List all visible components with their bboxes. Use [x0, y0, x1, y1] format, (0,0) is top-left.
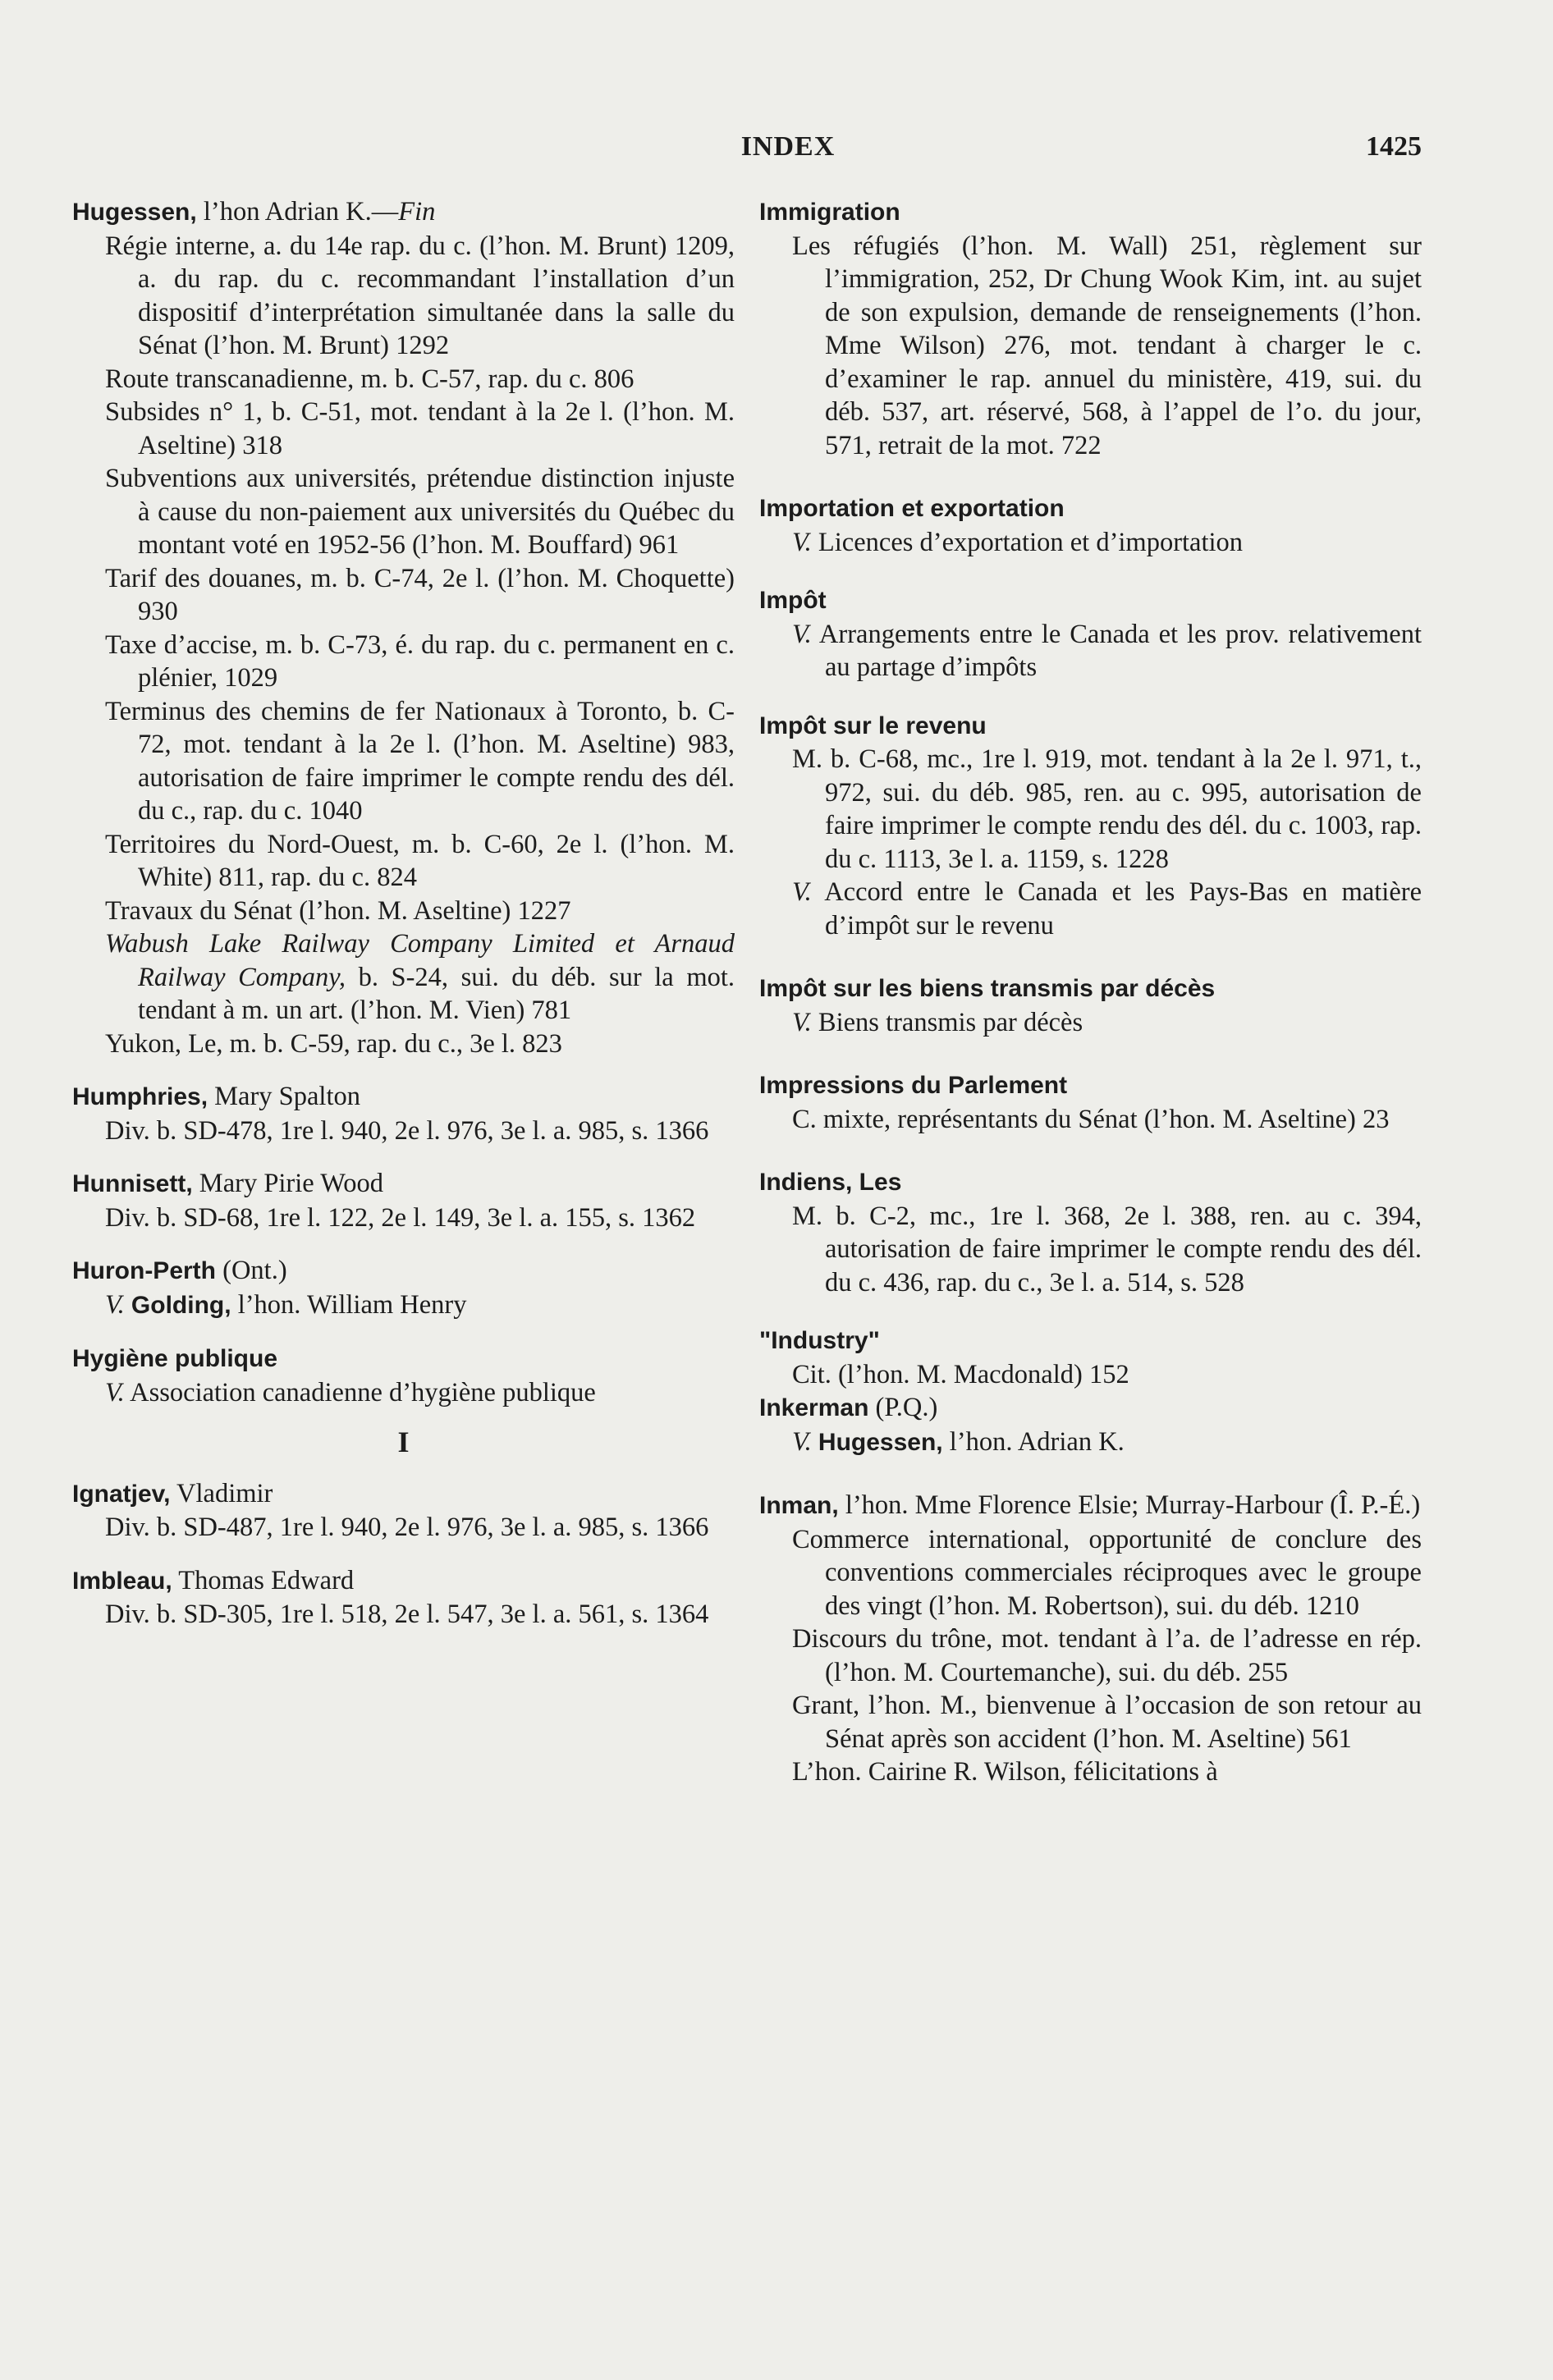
subentry: [72, 828, 735, 895]
entry-heading-rest: Mary Spalton: [208, 1082, 360, 1111]
entry-heading: [759, 584, 1422, 618]
subentry: [72, 695, 735, 828]
index-entry: [72, 1080, 735, 1147]
subentry-text: Commerce international, opportunité de conclure des conventions commerciales réciproques avec le groupe des vingt (l’hon. M. Robertson), sui. du déb. 1210: [792, 1524, 1422, 1621]
subentry-text: Licences d’exportation et d’importation: [811, 527, 1244, 557]
entry-heading-name: Impôt sur le revenu: [759, 712, 987, 739]
entry-heading: [72, 195, 735, 230]
subentry-text: Les réfugiés (l’hon. M. Wall) 251, règlement sur l’immigration, 252, Dr Chung Wook Kim, int. au sujet de son expulsion, demande de renseignements (l’hon. Mme Wilson) 276, mot. tendant à charger le c. d’examiner le rap. annuel du ministère, 419, sui. du déb. 537, art. réservé, 568, à l’appel de l’o. du jour, 571, retrait de la mot. 722: [792, 231, 1422, 460]
subentry-text: L’hon. Cairine R. Wilson, félicitations à: [792, 1757, 1218, 1787]
subentry: [759, 1523, 1422, 1623]
subentry-italic: V.: [105, 1377, 125, 1407]
entry-heading: [72, 1080, 735, 1114]
subentry-text: Taxe d’accise, m. b. C-73, é. du rap. du c. permanent en c. plénier, 1029: [105, 629, 735, 693]
subentry-text: Cit. (l’hon. M. Macdonald) 152: [792, 1359, 1129, 1389]
subentry-crossref-name: Hugessen,: [818, 1428, 943, 1456]
entry-heading: [759, 1391, 1422, 1426]
subentry-text: M. b. C-2, mc., 1re l. 368, 2e l. 388, ren. au c. 394, autorisation de faire imprimer le compte rendu des dél. du c. 436, rap. du c., 3e l. a. 514, s. 528: [792, 1201, 1422, 1298]
subentry-text: Div. b. SD-478, 1re l. 940, 2e l. 976, 3e l. a. 985, s. 1366: [105, 1115, 709, 1146]
entry-heading-name: Inkerman: [759, 1394, 869, 1421]
entry-heading: [759, 1324, 1422, 1358]
index-entry: [759, 972, 1422, 1039]
running-header: INDEX: [740, 131, 836, 162]
subentry-italic: V.: [105, 1289, 125, 1320]
subentry: [759, 618, 1422, 684]
subentry: [72, 1511, 735, 1545]
subentry-text: Association canadienne d’hygiène publique: [124, 1377, 596, 1407]
entry-heading: [759, 492, 1422, 526]
subentry: [759, 526, 1422, 560]
index-entry: [759, 1489, 1422, 1789]
subentry-text: Grant, l’hon. M., bienvenue à l’occasion de son retour au Sénat après son accident (l’hon. M. Aseltine) 561: [792, 1691, 1422, 1754]
index-entry: [72, 1342, 735, 1409]
entry-heading: [72, 1564, 735, 1599]
subentry: [759, 1755, 1422, 1789]
entry-heading-name: Imbleau,: [72, 1567, 172, 1595]
subentry-italic: V.: [792, 1426, 812, 1457]
subentry-text: Discours du trône, mot. tendant à l’a. de l’adresse en rép. (l’hon. M. Courtemanche), sui. du déb. 255: [792, 1624, 1422, 1687]
subentry-text: b. S-24, sui. du déb. sur la mot. tendant à m. un art. (l’hon. M. Vien) 781: [138, 962, 735, 1025]
subentry: [759, 1426, 1422, 1460]
index-entry: [72, 1254, 735, 1322]
subentry: [72, 895, 735, 928]
subentry-text: Tarif des douanes, m. b. C-74, 2e l. (l’hon. M. Choquette) 930: [105, 563, 735, 626]
entry-heading: [72, 1477, 735, 1512]
subentry: [72, 230, 735, 363]
index-entry: [759, 1165, 1422, 1299]
index-entry: [759, 1069, 1422, 1136]
index-column-left: [72, 195, 735, 1632]
subentry-text: C. mixte, représentants du Sénat (l’hon. M. Aseltine) 23: [792, 1104, 1390, 1134]
entry-heading: [759, 1165, 1422, 1200]
index-entry: [759, 1324, 1422, 1391]
index-entry: [759, 195, 1422, 462]
entry-heading-name: Ignatjev,: [72, 1480, 171, 1508]
entry-heading-name: Impôt: [759, 587, 827, 614]
subentry-text: Route transcanadienne, m. b. C-57, rap. du c. 806: [105, 364, 634, 394]
subentry: [72, 396, 735, 462]
entry-heading-name: Indiens, Les: [759, 1169, 902, 1196]
entry-heading-name: Impressions du Parlement: [759, 1072, 1068, 1099]
subentry-text: l’hon. William Henry: [231, 1289, 467, 1320]
subentry-text: l’hon. Adrian K.: [942, 1426, 1125, 1457]
subentry-text: Div. b. SD-68, 1re l. 122, 2e l. 149, 3e l. a. 155, s. 1362: [105, 1202, 696, 1233]
subentry: [759, 1689, 1422, 1755]
index-entry: [72, 1167, 735, 1234]
subentry-text: M. b. C-68, mc., 1re l. 919, mot. tendant à la 2e l. 971, t., 972, sui. du déb. 985, ren. au c. 995, autorisation de faire imprimer le compte rendu des dél. du c. 1003, rap. du c. 1113, 3e l. a. 1159, s. 1228: [792, 744, 1422, 874]
entry-heading: [759, 972, 1422, 1006]
subentry: [72, 629, 735, 695]
entry-heading-name: Hugessen,: [72, 199, 197, 226]
subentry-italic: V.: [792, 527, 812, 557]
subentry: [72, 562, 735, 629]
subentry-text: Terminus des chemins de fer Nationaux à Toronto, b. C-72, mot. tendant à la 2e l. (l’hon. M. Aseltine) 983, autorisation de faire imprimer le compte rendu des dél. du c., rap. du c. 1040: [105, 696, 735, 826]
entry-heading-rest: Thomas Edward: [172, 1565, 355, 1595]
section-letter: I: [397, 1426, 410, 1458]
entry-heading-name: Humphries,: [72, 1083, 208, 1110]
subentry-italic: V.: [792, 619, 812, 649]
entry-heading-rest: Mary Pirie Wood: [192, 1169, 384, 1198]
subentry-text: Div. b. SD-487, 1re l. 940, 2e l. 976, 3e l. a. 985, s. 1366: [105, 1513, 709, 1542]
subentry-text: Travaux du Sénat (l’hon. M. Aseltine) 1227: [105, 895, 571, 926]
subentry-crossref-name: Golding,: [131, 1291, 231, 1319]
entry-heading-rest: l’hon Adrian K.—: [196, 197, 399, 227]
entry-heading-rest: l’hon. Mme Florence Elsie; Murray-Harbour (Î. P.-É.): [838, 1490, 1421, 1520]
subentry: [759, 743, 1422, 876]
entry-heading-name: Importation et exportation: [759, 495, 1065, 522]
index-entry: [759, 1391, 1422, 1459]
subentry-text: Accord entre le Canada et les Pays-Bas en matière d’impôt sur le revenu: [811, 877, 1422, 941]
subentry-text: Div. b. SD-305, 1re l. 518, 2e l. 547, 3e l. a. 561, s. 1364: [105, 1600, 709, 1629]
entry-heading-name: "Industry": [759, 1327, 880, 1354]
entry-heading: [759, 1069, 1422, 1103]
entry-heading-name: Huron-Perth: [72, 1257, 216, 1284]
subentry: [759, 1006, 1422, 1040]
subentry-text: Subventions aux universités, prétendue distinction injuste à cause du non-paiement aux universités du Québec du montant voté en 1952-56 (l’hon. M. Bouffard) 961: [105, 464, 735, 560]
index-entry: [759, 584, 1422, 684]
page-number: 1425: [1366, 131, 1422, 162]
subentry-italic: V.: [792, 1007, 812, 1037]
entry-heading: [759, 709, 1422, 744]
subentry: [72, 927, 735, 1028]
subentry: [72, 1376, 735, 1410]
subentry: [759, 230, 1422, 463]
index-entry: [759, 709, 1422, 943]
subentry-text: Yukon, Le, m. b. C-59, rap. du c., 3e l. 823: [105, 1028, 562, 1059]
subentry-text: Territoires du Nord-Ouest, m. b. C-60, 2e l. (l’hon. M. White) 811, rap. du c. 824: [105, 829, 735, 892]
entry-heading: [759, 195, 1422, 230]
subentry: [759, 876, 1422, 942]
subentry-text: Régie interne, a. du 14e rap. du c. (l’hon. M. Brunt) 1209, a. du rap. du c. recommandant l’installation d’un dispositif d’interprétation simultanée dans la salle du Sénat (l’hon. M. Brunt) 1292: [105, 231, 735, 360]
entry-heading-rest: Vladimir: [170, 1478, 273, 1508]
subentry-text: Subsides n° 1, b. C-51, mot. tendant à la 2e l. (l’hon. M. Aseltine) 318: [105, 397, 735, 460]
subentry: [759, 1358, 1422, 1392]
entry-heading-rest-italic: Fin: [398, 197, 436, 227]
entry-heading-name: Hunnisett,: [72, 1170, 193, 1197]
entry-heading-name: Impôt sur les biens transmis par décès: [759, 975, 1216, 1002]
subentry: [72, 1028, 735, 1061]
subentry: [72, 1598, 735, 1632]
entry-heading: [759, 1489, 1422, 1523]
subentry: [759, 1623, 1422, 1689]
subentry: [759, 1200, 1422, 1300]
entry-heading-name: Immigration: [759, 199, 900, 226]
index-entry: [72, 1477, 735, 1545]
subentry-text: Arrangements entre le Canada et les prov. relativement au partage d’impôts: [811, 619, 1422, 682]
subentry: [72, 1201, 735, 1235]
subentry: [72, 363, 735, 396]
entry-heading: [72, 1342, 735, 1376]
subentry: [72, 1114, 735, 1148]
entry-heading-rest: (P.Q.): [868, 1393, 938, 1422]
subentry-italic: V.: [792, 877, 812, 907]
entry-heading-name: Hygiène publique: [72, 1345, 278, 1372]
subentry: [72, 462, 735, 562]
entry-heading: [72, 1167, 735, 1201]
subentry: [759, 1103, 1422, 1137]
subentry-italic: Wabush Lake Railway Company Limited et Arnaud Railway Company,: [105, 929, 735, 992]
index-entry: [72, 1564, 735, 1632]
index-entry: [759, 492, 1422, 559]
entry-heading: [72, 1254, 735, 1288]
entry-heading-rest: (Ont.): [216, 1256, 287, 1285]
subentry-text: Biens transmis par décès: [811, 1007, 1083, 1037]
entry-heading-name: Inman,: [759, 1492, 839, 1519]
index-column-right: [759, 195, 1422, 1789]
subentry: [72, 1288, 735, 1323]
index-entry: [72, 195, 735, 1060]
